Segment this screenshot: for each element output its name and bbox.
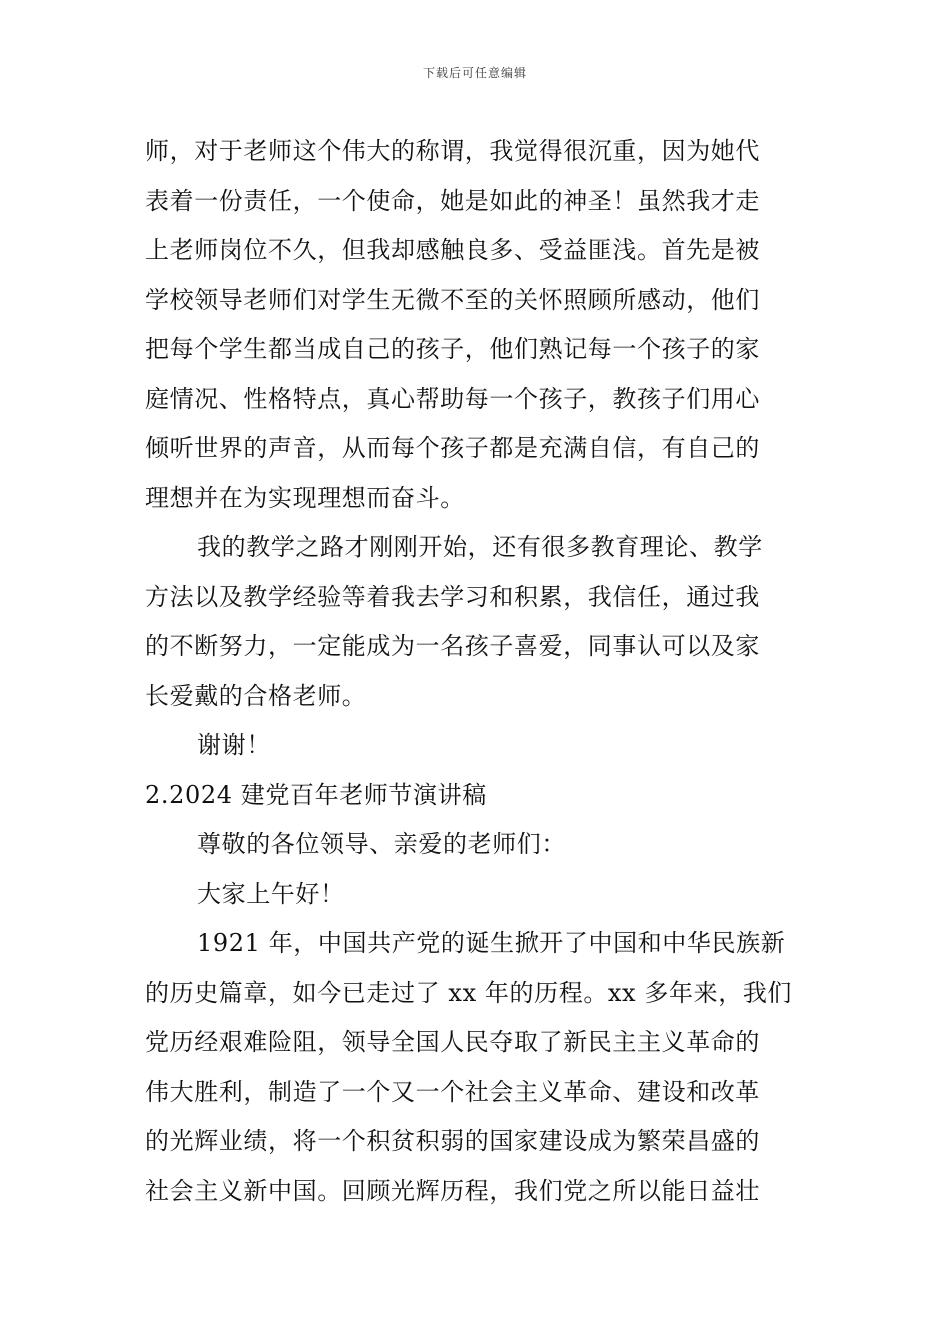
paragraph-start-line: 我的教学之路才刚刚开始，还有很多教育理论、教学 bbox=[197, 533, 763, 561]
greeting: 大家上午好！ bbox=[197, 879, 345, 908]
text-line: 学校领导老师们对学生无微不至的关怀照顾所感动，他们 bbox=[145, 285, 760, 314]
text-line: 理想并在为实现理想而奋斗。 bbox=[145, 483, 465, 512]
text-line: 方法以及教学经验等着我去学习和积累，我信任，通过我 bbox=[145, 582, 760, 611]
text-line: 上老师岗位不久，但我却感触良多、受益匪浅。首先是被 bbox=[145, 236, 760, 264]
text-line: 师，对于老师这个伟大的称谓，我觉得很沉重，因为她代 bbox=[145, 137, 760, 165]
text-line: 表着一份责任，一个使命，她是如此的神圣！虽然我才走 bbox=[145, 186, 760, 215]
text-line: 党历经艰难险阻，领导全国人民夺取了新民主主义革命的 bbox=[145, 1028, 760, 1056]
text-line: 长爱戴的合格老师。 bbox=[145, 681, 367, 710]
text-line: 的历史篇章，如今已走过了 xx 年的历程。xx 多年来，我们 bbox=[145, 978, 793, 1007]
closing-thanks: 谢谢！ bbox=[197, 731, 271, 759]
text-line: 社会主义新中国。回顾光辉历程，我们党之所以能日益壮 bbox=[145, 1176, 760, 1205]
salutation: 尊敬的各位领导、亲爱的老师们： bbox=[197, 830, 566, 858]
text-line: 的不断努力，一定能成为一名孩子喜爱，同事认可以及家 bbox=[145, 632, 760, 660]
text-line: 倾听世界的声音，从而每个孩子都是充满自信，有自己的 bbox=[145, 434, 760, 462]
section-heading: 2.2024 建党百年老师节演讲稿 bbox=[145, 780, 487, 809]
text-line: 庭情况、性格特点，真心帮助每一个孩子，教孩子们用心 bbox=[145, 384, 760, 413]
text-line: 的光辉业绩，将一个积贫积弱的国家建设成为繁荣昌盛的 bbox=[145, 1127, 760, 1155]
page-header: 下载后可任意编辑 bbox=[422, 66, 527, 80]
paragraph-start-line: 1921 年，中国共产党的诞生掀开了中国和中华民族新 bbox=[197, 929, 786, 957]
document-body bbox=[145, 127, 809, 1216]
text-line: 伟大胜利，制造了一个又一个社会主义革命、建设和改革 bbox=[145, 1077, 760, 1106]
text-line: 把每个学生都当成自己的孩子，他们熟记每一个孩子的家 bbox=[145, 335, 760, 363]
